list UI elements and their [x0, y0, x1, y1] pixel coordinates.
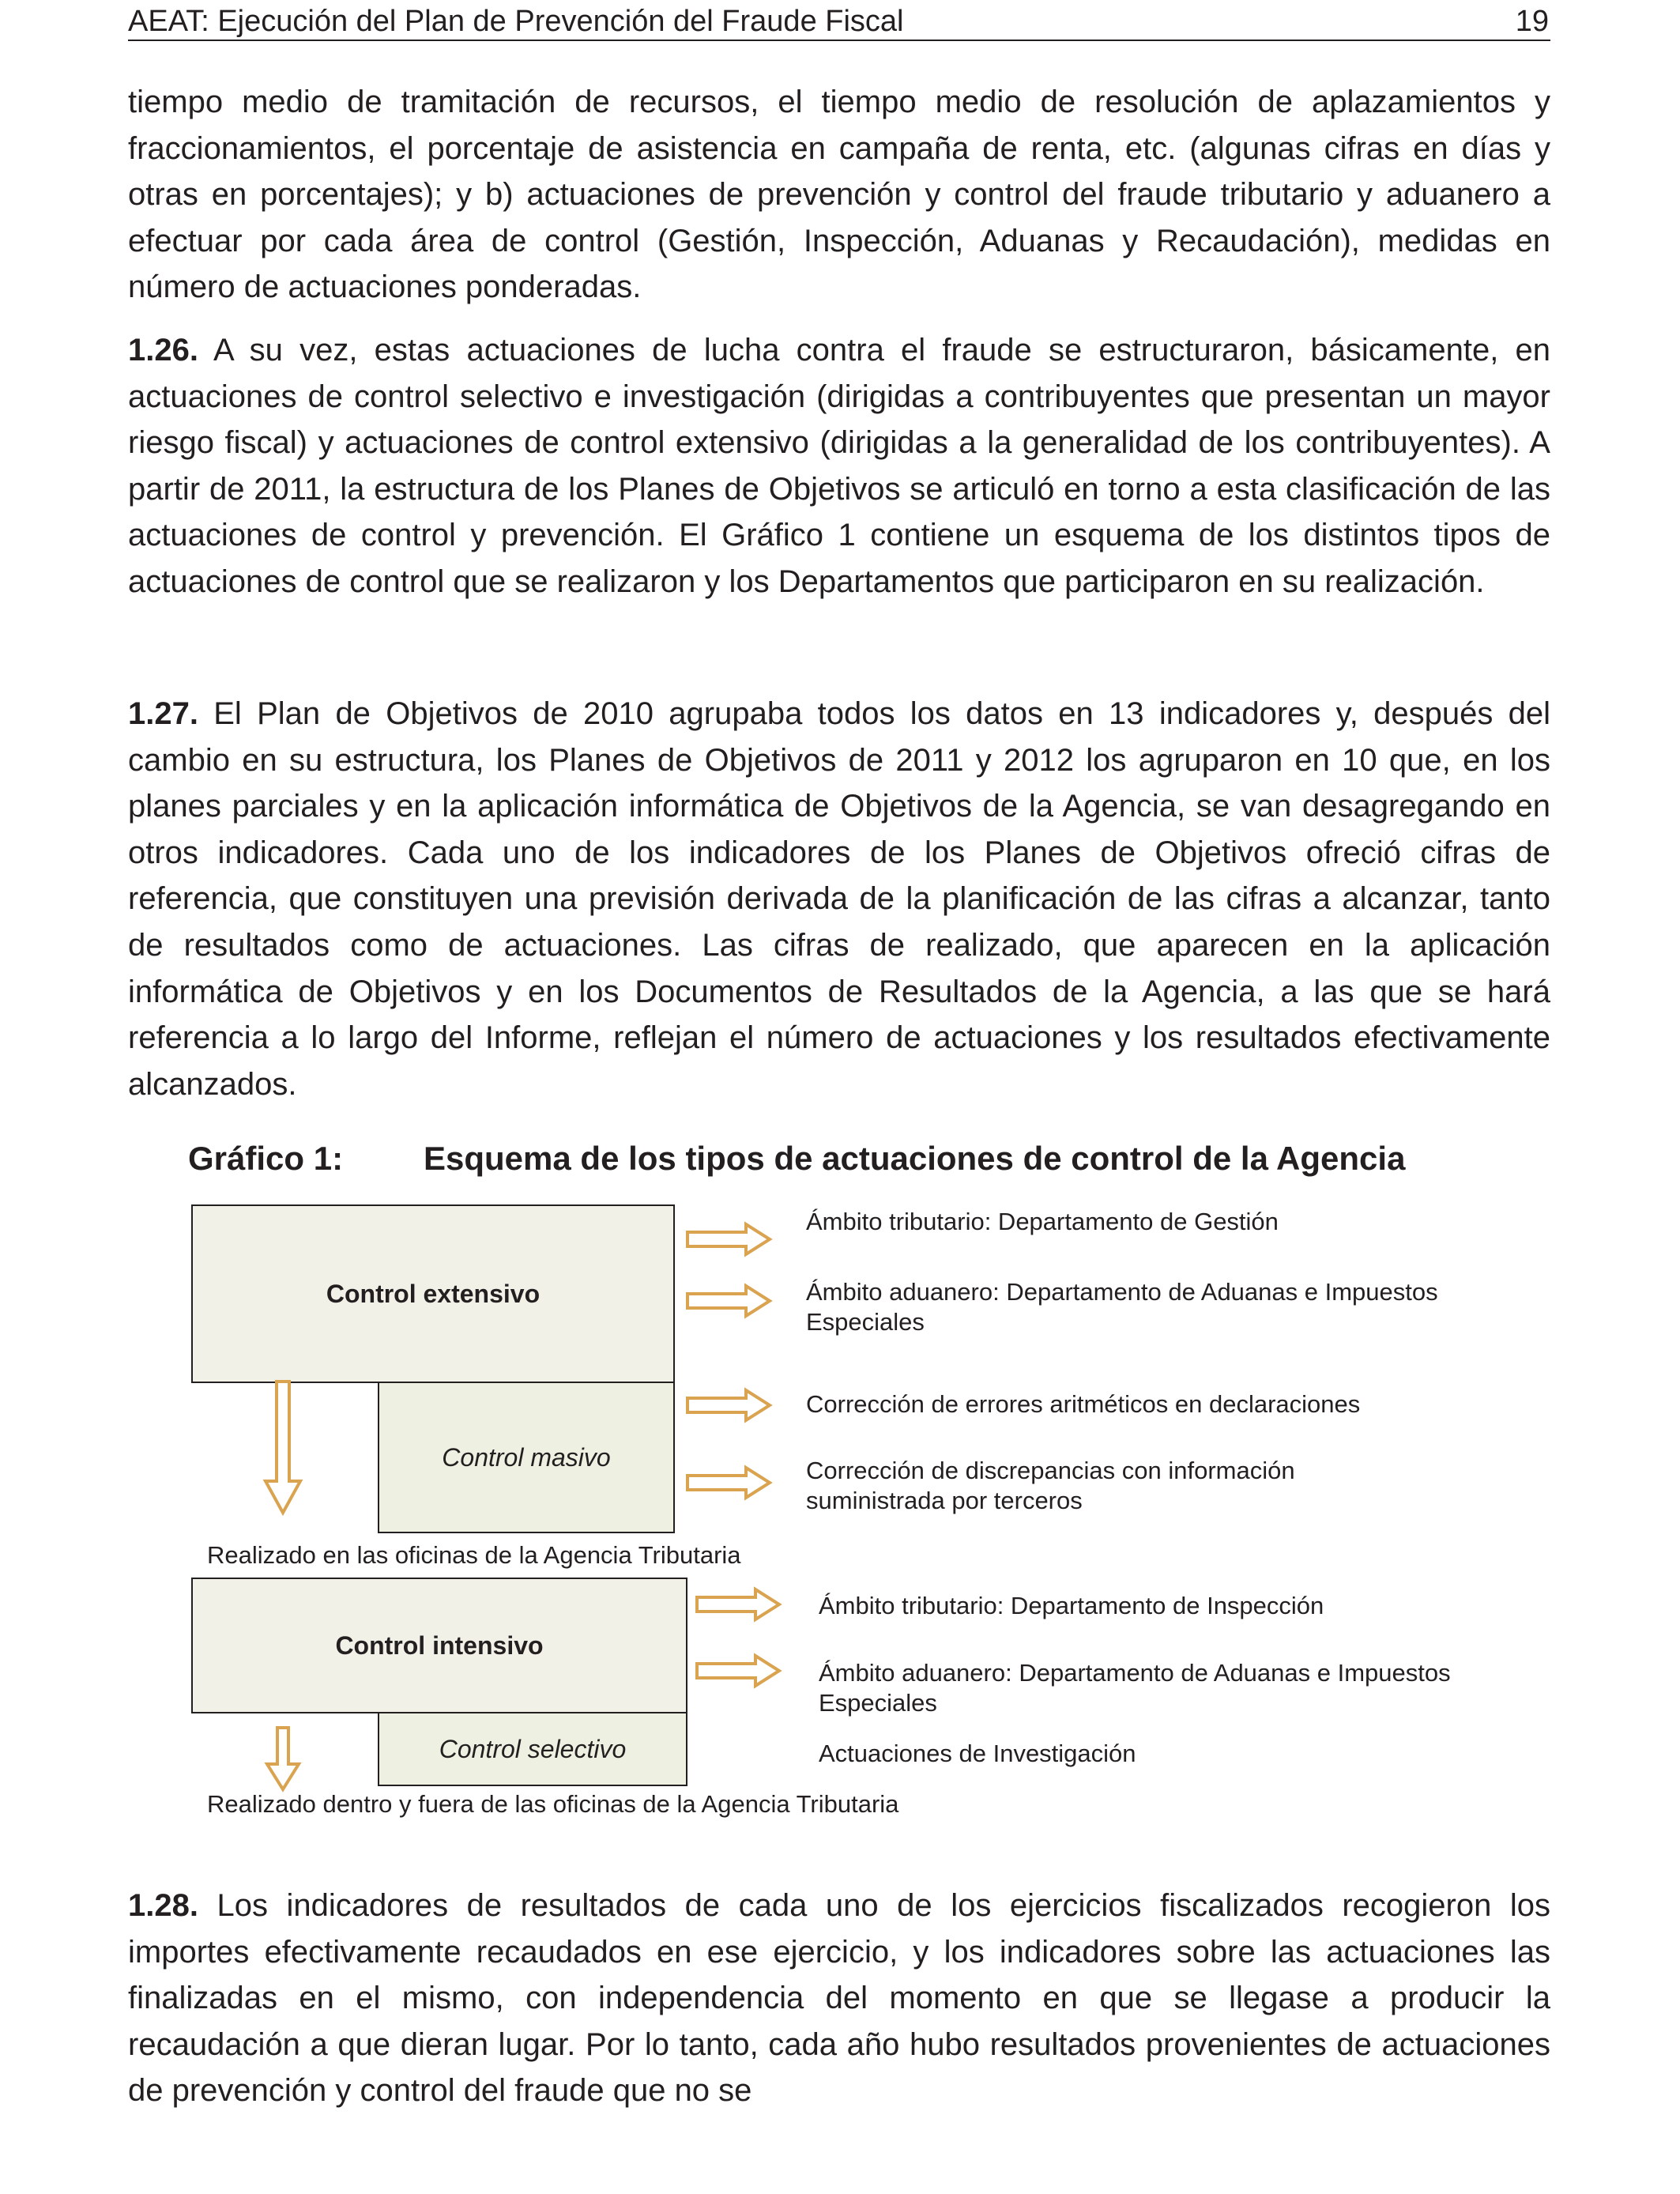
- figure-title: Esquema de los tipos de actuaciones de control de la Agencia: [424, 1140, 1406, 1177]
- right-arrow-icon: [686, 1465, 773, 1500]
- header-title: AEAT: Ejecución del Plan de Prevención del Fraude Fiscal: [128, 5, 904, 38]
- right-arrow-icon: [695, 1587, 782, 1622]
- right-arrow-icon: [686, 1222, 773, 1257]
- paragraph-number: 1.28.: [128, 1888, 198, 1923]
- side-text-ambito-tributario-inspeccion: Ámbito tributario: Departamento de Inspección: [819, 1592, 1324, 1619]
- control-intensivo-box: [191, 1578, 687, 1713]
- side-text-investigacion: Actuaciones de Investigación: [819, 1740, 1136, 1767]
- paragraph-1-27: [128, 691, 1550, 1107]
- control-intensivo-label: Control intensivo: [335, 1630, 544, 1660]
- paragraph-text: A su vez, estas actuaciones de lucha contra el fraude se estructuraron, básicamente, en actuaciones de control selectivo e investigación (dirigidas a contribuyentes que presentan un mayor riesgo fiscal) y actuaciones de control extensivo (dirigidas a la generalidad de los contribuyentes). A partir de 2011, la estructura de los Planes de Objetivos se articuló en torno a esta clasificación de las actuaciones de control y prevención. El Gráfico 1 contiene un esquema de los distintos tipos de actuaciones de control que se realizaron y los Departamentos que participaron en su realización.: [128, 333, 1550, 599]
- paragraph-continuation: tiempo medio de tramitación de recursos, el tiempo medio de resolución de aplazamientos y fraccionamientos, el porcentaje de asistencia en campaña de renta, etc. (algunas cifras en días y otras en porcentajes); y b) actuaciones de prevención y control del fraude tributario y aduanero a efectuar por cada área de control (Gestión, Inspección, Aduanas y Recaudación), medidas en número de actuaciones ponderadas.: [128, 85, 1550, 305]
- down-arrow-icon: [264, 1380, 303, 1516]
- side-text-errores-aritmeticos: Corrección de errores aritméticos en declaraciones: [806, 1390, 1361, 1418]
- right-arrow-icon: [686, 1284, 773, 1318]
- paragraph-number: 1.26.: [128, 333, 198, 368]
- paragraph-number: 1.27.: [128, 696, 198, 731]
- figure-label: Gráfico 1:: [188, 1140, 344, 1177]
- right-arrow-icon: [686, 1388, 773, 1423]
- control-extensivo-label: Control extensivo: [326, 1279, 541, 1308]
- paragraph-1-26: [128, 327, 1550, 605]
- side-text-ambito-aduanero-1: Ámbito aduanero: Departamento de Aduanas e Impuestos Especiales: [806, 1278, 1438, 1336]
- control-masivo-label: Control masivo: [442, 1442, 611, 1472]
- control-masivo-box: [378, 1382, 675, 1533]
- page-header: [128, 3, 1550, 41]
- side-text-discrepancias: Corrección de discrepancias con información suministrada por terceros: [806, 1457, 1295, 1514]
- paragraph-text: El Plan de Objetivos de 2010 agrupaba todos los datos en 13 indicadores y, después del cambio en su estructura, los Planes de Objetivos de 2011 y 2012 los agruparon en 10 que, en los planes parciales y en la aplicación informática de Objetivos de la Agencia, se van desagregando en otros indicadores. Cada uno de los indicadores de los Planes de Objetivos ofreció cifras de referencia, que constituyen una previsión derivada de la planificación de las cifras a alcanzar, tanto de resultados como de actuaciones. Las cifras de realizado, que aparecen en la aplicación informática de Objetivos y en los Documentos de Resultados de la Agencia, a las que se hará referencia a lo largo del Informe, reflejan el número de actuaciones y los resultados efectivamente alcanzados.: [128, 696, 1550, 1102]
- control-extensivo-box: [191, 1204, 675, 1383]
- paragraph-text: Los indicadores de resultados de cada uno de los ejercicios fiscalizados recogieron los importes efectivamente recaudados en ese ejercicio, y los indicadores sobre las actuaciones las finalizadas en el mismo, con independencia del momento en que se llegase a producir la recaudación a que dieran lugar. Por lo tanto, cada año hubo resultados provenientes de actuaciones de prevención y control del fraude que no se: [128, 1888, 1551, 2109]
- control-selectivo-label: Control selectivo: [439, 1734, 627, 1763]
- page-number: 19: [1515, 5, 1549, 38]
- note-inside-outside: Realizado dentro y fuera de las oficinas de la Agencia Tributaria: [207, 1790, 899, 1818]
- side-text-ambito-tributario-gestion: Ámbito tributario: Departamento de Gestión: [806, 1208, 1279, 1235]
- paragraph-1-28: [128, 1883, 1550, 2114]
- note-offices: Realizado en las oficinas de la Agencia Tributaria: [207, 1541, 741, 1569]
- right-arrow-icon: [695, 1653, 782, 1688]
- control-selectivo-box: [378, 1712, 687, 1786]
- side-text-ambito-aduanero-2: Ámbito aduanero: Departamento de Aduanas e Impuestos Especiales: [819, 1659, 1451, 1717]
- down-arrow-icon: [266, 1726, 302, 1793]
